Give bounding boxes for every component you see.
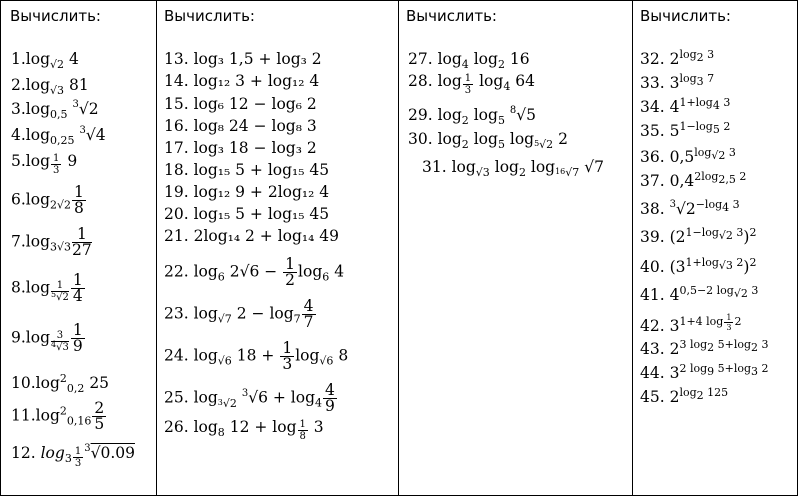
- exercise-10: $10.\log^2_{0,2}$ 25: [11, 371, 110, 396]
- exercise-4: $4.\log_{0,25}$ $^3$√4: [11, 125, 106, 148]
- exercise-34: 34. $4^{1+log_4 3}$: [640, 95, 731, 116]
- exercise-38: 38. $^3√2^{-log_4 3}$: [640, 197, 740, 218]
- exercise-12: 12. $\log_{3 \frac{1}{3}}$ $^3$√0.09: [11, 443, 135, 470]
- exercise-32: 32. $2^{log_2 3}$: [640, 47, 715, 68]
- exercise-44: 44. $3^{2 log_9 5+log_3 2}$: [640, 361, 769, 382]
- exercise-37: 37. $0,4^{2log_{2,5} 2}$: [640, 169, 747, 190]
- exercise-43: 43. $2^{3 log_2 5+log_2 3}$: [640, 337, 769, 358]
- exercise-19: 19. log₁₂ 9 + 2log₁₂ 4: [164, 183, 330, 201]
- exercise-5: 5.log $\frac{1}{3}$ 9: [11, 152, 78, 176]
- exercise-6: $6.\log_{2√2}$ $\frac{1}{8}$: [11, 183, 84, 217]
- exercise-31: 31. $\log_{√3} \log_2 \log_{16√7} √7$: [422, 158, 604, 180]
- exercise-33: 33. $3^{log_3 7}$: [640, 71, 715, 92]
- exercise-21: 21. 2log₁₄ 2 + log₁₄ 49: [164, 227, 339, 245]
- exercise-14: 14. log₁₂ 3 + log₁₂ 4: [164, 72, 320, 90]
- exercise-24: 24. $\log_{√6} 18$ + $\frac{1}{3}$ $\log_{√6} 8$: [164, 339, 349, 373]
- exercise-42: 42. $3^{1+4 log \frac{1}{3} 2}$: [640, 313, 742, 336]
- exercise-8: 8.log $\frac{1}{^5√2}$ $\frac{1}{4}$: [11, 271, 83, 305]
- column-3: [398, 1, 633, 495]
- exercise-2: $2.\log_{√3}$ 81: [11, 76, 89, 98]
- exercise-15: 15. log₆ 12 − log₆ 2: [164, 95, 317, 113]
- exercise-27: 27. $\log_4 \log_2 16$: [408, 50, 530, 72]
- exercise-30: 30. $\log_2 \log_5 \log_{5√2} 2$: [408, 130, 568, 152]
- exercise-11: $11.\log^2_{0,16}$ $\frac{2}{5}$: [11, 399, 105, 433]
- exercise-40: 40. $(3^{1+log_{√3} 2})^2$: [640, 255, 757, 276]
- column-header: Вычислить:: [164, 7, 255, 25]
- exercise-1: $1.\log_{√2}$ 4: [11, 50, 79, 72]
- column-1: [1, 1, 157, 495]
- exercise-36: 36. $0,5^{log_{√2} 3}$: [640, 145, 736, 166]
- exercise-16: 16. log₈ 24 − log₈ 3: [164, 117, 317, 135]
- exercise-23: 23. $\log_{√7} 2 - \log_7$ $\frac{4}{7}$: [164, 297, 314, 331]
- column-4: [632, 1, 799, 495]
- column-header: Вычислить:: [10, 7, 101, 25]
- exercise-22: 22. $\log_6 2√6$ − $\frac{1}{2}$ $\log_6 4$: [164, 255, 345, 289]
- exercise-13: 13. log₃ 1,5 + log₃ 2: [164, 50, 322, 68]
- column-header: Вычислить:: [406, 7, 497, 25]
- exercise-26: 26. $\log_8 12 + \log$ $\frac{1}{8}$ 3: [164, 418, 324, 442]
- exercise-28: 28. log $\frac{1}{3}$ $\log_4 64$: [408, 72, 535, 96]
- exercise-39: 39. $(2^{1-log_{√2} 3})^2$: [640, 225, 757, 246]
- column-2: [156, 1, 399, 495]
- exercise-25: 25. $\log_{3√2} ^3√6 + \log_4$ $\frac{4}{9}$: [164, 381, 335, 415]
- exercise-35: 35. $5^{1-log_5 2}$: [640, 119, 731, 140]
- exercise-18: 18. log₁₅ 5 + log₁₅ 45: [164, 161, 330, 179]
- exercise-9: 9.log $\frac{3}{^4√3}$ $\frac{1}{9}$: [11, 321, 83, 355]
- exercise-7: $7.\log_{3√3}$ $\frac{1}{27}$: [11, 225, 92, 259]
- exercise-20: 20. log₁₅ 5 + log₁₅ 45: [164, 205, 330, 223]
- exercise-45: 45. $2^{log_2 125}$: [640, 385, 729, 406]
- exercise-41: 41. $4^{0,5-2 log_{√2} 3}$: [640, 283, 759, 304]
- exercise-17: 17. log₃ 18 − log₃ 2: [164, 139, 317, 157]
- column-header: Вычислить:: [640, 7, 731, 25]
- exercise-29: 29. $\log_2 \log_5 ^8√5$: [408, 105, 536, 128]
- exercise-3: $3.\log_{0,5}$ $^3$√2: [11, 99, 99, 122]
